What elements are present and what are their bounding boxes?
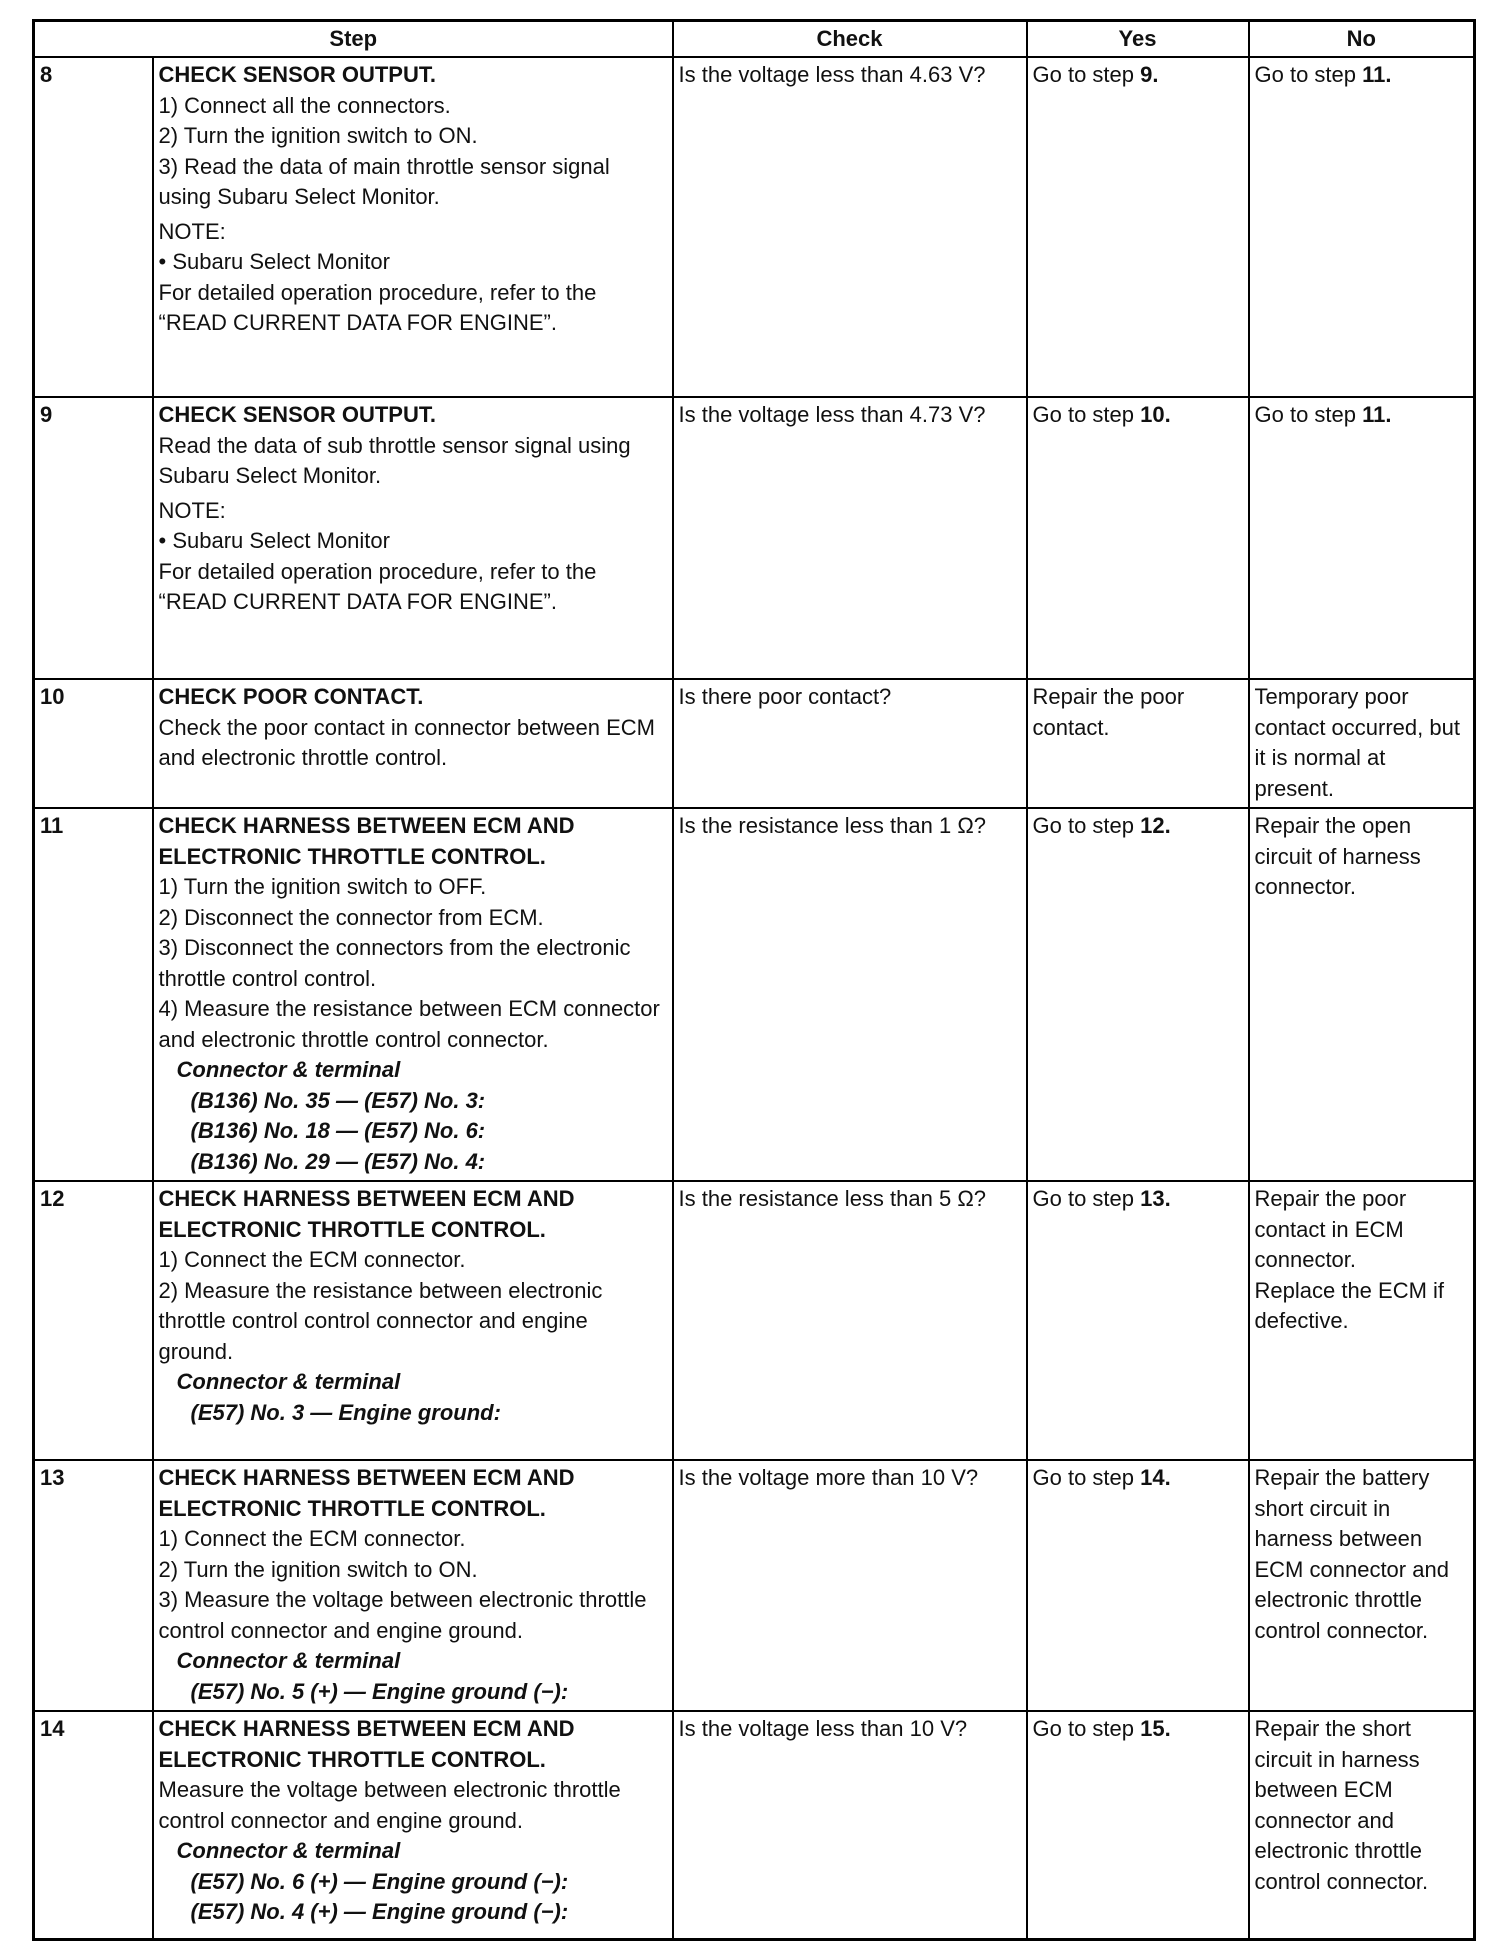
no-text: Go to step (1254, 62, 1363, 87)
yes-cell (1027, 397, 1249, 679)
step-heading: CHECK POOR CONTACT. (158, 684, 424, 709)
table-row (34, 1460, 1475, 1711)
header-check: Check (673, 21, 1027, 58)
note-label: NOTE: (158, 497, 226, 523)
step-instruction: 2) Disconnect the connector from ECM. (158, 904, 544, 930)
note-line: For detailed operation procedure, refer to the “READ CURRENT DATA FOR ENGINE”. (158, 558, 597, 614)
connector-terminal-title: Connector & terminal (176, 1648, 401, 1673)
connector-terminal-item: (B136) No. 29 — (E57) No. 4: (190, 1148, 486, 1174)
connector-terminal-title: Connector & terminal (176, 1057, 401, 1082)
step-instruction: 3) Disconnect the connectors from the electronic throttle control control. (158, 935, 631, 991)
table-row (34, 397, 1475, 679)
no-text: Repair the open circuit of harness connector. (1254, 813, 1421, 899)
step-content (153, 808, 673, 1181)
step-instruction: 1) Connect the ECM connector. (158, 1247, 466, 1272)
step-number: 11 (34, 808, 153, 1181)
no-text: Temporary poor contact occurred, but it is normal at present. (1254, 684, 1460, 801)
note-line: • Subaru Select Monitor (158, 249, 390, 274)
yes-cell (1027, 808, 1249, 1181)
table-body (34, 57, 1475, 1939)
connector-terminal-item: (E57) No. 4 (+) — Engine ground (−): (190, 1899, 569, 1924)
step-instruction: 1) Connect all the connectors. (158, 92, 451, 118)
connector-terminal-item: (B136) No. 35 — (E57) No. 3: (190, 1087, 486, 1113)
table-header-row (34, 21, 1475, 58)
check-cell: Is the voltage less than 10 V? (673, 1711, 1027, 1939)
no-cell (1249, 397, 1475, 679)
yes-step-number: 12. (1140, 813, 1171, 838)
table-row (34, 679, 1475, 808)
step-number: 13 (34, 1460, 153, 1711)
step-heading: CHECK SENSOR OUTPUT. (158, 62, 436, 87)
step-instruction: 1) Connect the ECM connector. (158, 1526, 466, 1551)
yes-step-number: 14. (1140, 1465, 1171, 1490)
table-row (34, 808, 1475, 1181)
yes-step-number: 15. (1140, 1716, 1171, 1741)
table-row (34, 57, 1475, 397)
header-no: No (1249, 21, 1475, 58)
yes-text: Go to step (1032, 1186, 1141, 1211)
step-instruction: 2) Turn the ignition switch to ON. (158, 123, 478, 148)
no-step-number: 11. (1362, 402, 1392, 427)
step-content (153, 679, 673, 808)
step-content (153, 397, 673, 679)
step-instruction: 3) Read the data of main throttle sensor signal using Subaru Select Monitor. (158, 153, 610, 209)
yes-text: Go to step (1032, 1716, 1141, 1741)
step-instruction: Read the data of sub throttle sensor signal using Subaru Select Monitor. (158, 432, 631, 488)
step-content (153, 1711, 673, 1939)
step-instruction: 2) Turn the ignition switch to ON. (158, 1556, 478, 1582)
yes-step-number: 9. (1140, 62, 1159, 87)
no-text: Go to step (1254, 402, 1363, 427)
no-cell (1249, 57, 1475, 397)
step-heading: CHECK HARNESS BETWEEN ECM AND ELECTRONIC THROTTLE CONTROL. (158, 813, 575, 869)
step-instruction: Check the poor contact in connector between ECM and electronic throttle control. (158, 714, 655, 770)
check-cell: Is the voltage more than 10 V? (673, 1460, 1027, 1711)
step-number: 8 (34, 57, 153, 397)
step-number: 12 (34, 1181, 153, 1460)
yes-text: Go to step (1032, 62, 1141, 87)
check-cell: Is the voltage less than 4.73 V? (673, 397, 1027, 679)
header-step: Step (34, 21, 673, 58)
check-cell: Is there poor contact? (673, 679, 1027, 808)
yes-text: Go to step (1032, 1465, 1141, 1490)
yes-text: Repair the poor contact. (1032, 684, 1185, 740)
step-heading: CHECK HARNESS BETWEEN ECM AND ELECTRONIC THROTTLE CONTROL. (158, 1465, 575, 1521)
yes-step-number: 10. (1140, 402, 1171, 427)
yes-step-number: 13. (1140, 1186, 1171, 1211)
connector-terminal-title: Connector & terminal (176, 1369, 401, 1394)
step-instruction: 1) Turn the ignition switch to OFF. (158, 874, 487, 899)
no-cell (1249, 1181, 1475, 1460)
yes-cell (1027, 1711, 1249, 1939)
no-cell (1249, 679, 1475, 808)
step-content (153, 1181, 673, 1460)
yes-cell (1027, 57, 1249, 397)
no-step-number: 11. (1362, 62, 1392, 87)
no-cell (1249, 1460, 1475, 1711)
connector-terminal-title: Connector & terminal (176, 1838, 401, 1863)
no-cell (1249, 808, 1475, 1181)
step-instruction: Measure the voltage between electronic throttle control connector and engine ground. (158, 1777, 621, 1833)
note-line: For detailed operation procedure, refer to the “READ CURRENT DATA FOR ENGINE”. (158, 279, 597, 335)
connector-terminal-item: (E57) No. 5 (+) — Engine ground (−): (190, 1678, 569, 1704)
step-content (153, 1460, 673, 1711)
yes-cell (1027, 1181, 1249, 1460)
no-cell (1249, 1711, 1475, 1939)
note-label: NOTE: (158, 218, 226, 244)
step-heading: CHECK HARNESS BETWEEN ECM AND ELECTRONIC THROTTLE CONTROL. (158, 1186, 575, 1242)
table-row (34, 1711, 1475, 1939)
yes-cell (1027, 1460, 1249, 1711)
check-cell: Is the resistance less than 1 Ω? (673, 808, 1027, 1181)
connector-terminal-item: (E57) No. 6 (+) — Engine ground (−): (190, 1868, 569, 1894)
yes-text: Go to step (1032, 813, 1141, 838)
diagnostic-table (32, 19, 1476, 1941)
step-number: 10 (34, 679, 153, 808)
check-cell: Is the resistance less than 5 Ω? (673, 1181, 1027, 1460)
step-instruction: 3) Measure the voltage between electronic throttle control connector and engine ground. (158, 1587, 647, 1643)
yes-text: Go to step (1032, 402, 1141, 427)
note-line: • Subaru Select Monitor (158, 528, 390, 553)
table-row (34, 1181, 1475, 1460)
step-content (153, 57, 673, 397)
connector-terminal-item: (B136) No. 18 — (E57) No. 6: (190, 1118, 486, 1143)
header-yes: Yes (1027, 21, 1249, 58)
step-number: 9 (34, 397, 153, 679)
yes-cell (1027, 679, 1249, 808)
step-instruction: 2) Measure the resistance between electronic throttle control control connector and engine ground. (158, 1277, 603, 1364)
check-cell: Is the voltage less than 4.63 V? (673, 57, 1027, 397)
connector-terminal-item: (E57) No. 3 — Engine ground: (190, 1399, 501, 1425)
step-instruction: 4) Measure the resistance between ECM connector and electronic throttle control connector. (158, 996, 660, 1052)
no-text-extra: Replace the ECM if defective. (1254, 1277, 1445, 1333)
no-text: Repair the short circuit in harness between ECM connector and electronic throttle control connector. (1254, 1716, 1429, 1894)
no-text: Repair the battery short circuit in harness between ECM connector and electronic throttle control connector. (1254, 1465, 1449, 1643)
step-heading: CHECK SENSOR OUTPUT. (158, 402, 436, 427)
step-number: 14 (34, 1711, 153, 1939)
no-text: Repair the poor contact in ECM connector. (1254, 1186, 1407, 1272)
step-heading: CHECK HARNESS BETWEEN ECM AND ELECTRONIC THROTTLE CONTROL. (158, 1716, 575, 1772)
